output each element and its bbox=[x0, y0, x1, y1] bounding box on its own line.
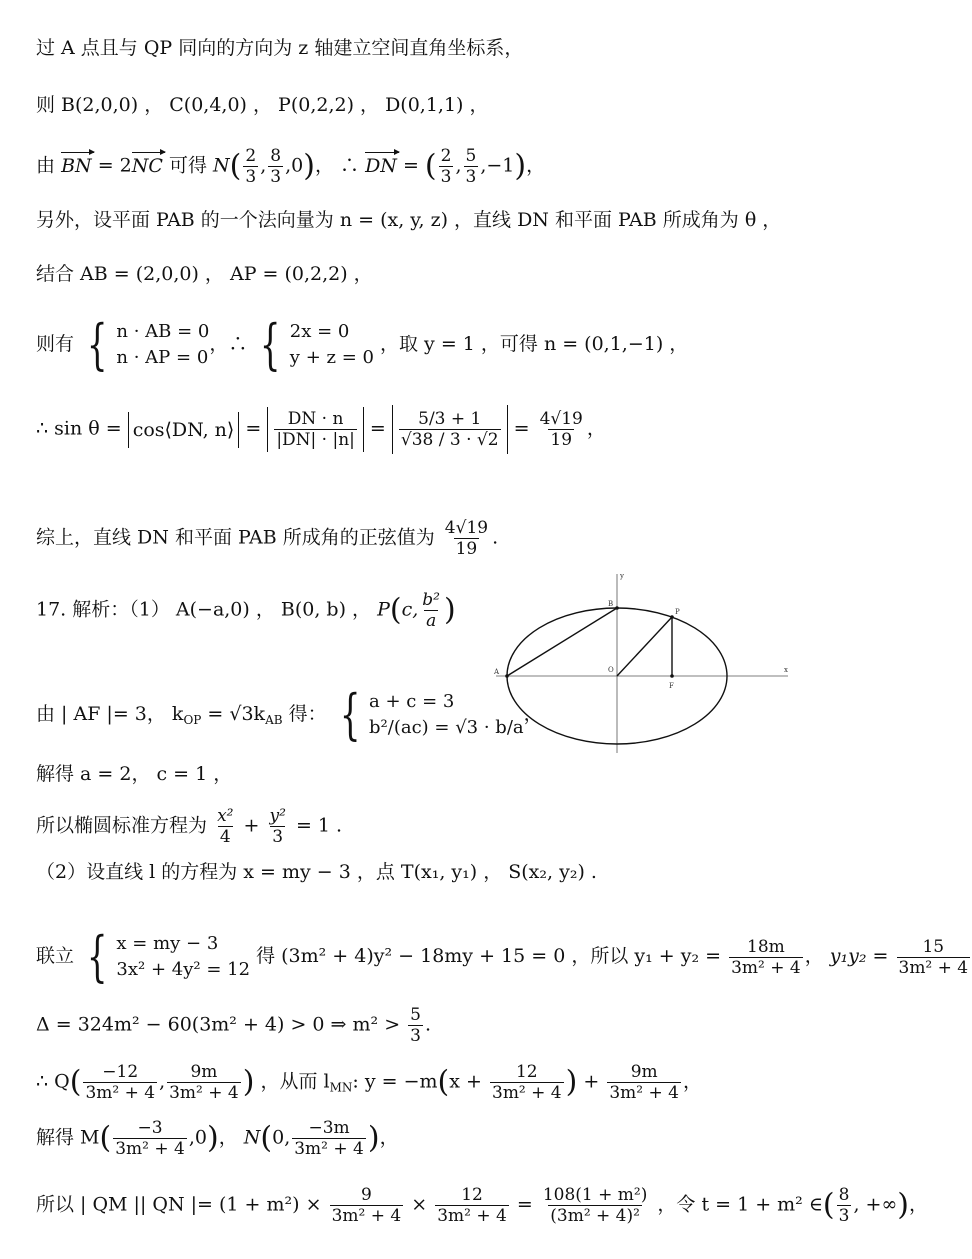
fraction-8-3b: $\frac{8}{3}$ bbox=[838, 1185, 850, 1226]
conclusion-text: 综上，直线 DN 和平面 PAB 所成角的正弦值为 bbox=[36, 526, 435, 549]
quadratic-text: 得 (3m² + 4)y² − 18my + 15 = 0 ，所以 y₁ + y₂ = bbox=[256, 945, 722, 967]
text-line-11 bbox=[36, 762, 232, 786]
text-line-5 bbox=[36, 262, 373, 286]
text-line-18: 所以 | QM || QN |= (1 + m²) × $\frac{9}{\text{3m² + 4}}$ × $\frac{12}{\text{3m² + 4}}$ = $\frac{\text{108(1 + m²)}}{\text{(3m² + 4)²}}$ ，令 t = 1 + m² ∈( $\frac{8}{3}$ , +∞)， bbox=[36, 1185, 929, 1226]
sin-result-fraction: $\frac{4√19}{19}$ bbox=[539, 409, 583, 450]
vector-DN: DN bbox=[365, 154, 397, 177]
normal-vector-text: 另外，设平面 PAB 的一个法向量为 n = (x, y, z) ，直线 DN 和平面 PAB 所成角为 θ ， bbox=[36, 209, 782, 231]
text-line-13 bbox=[36, 860, 597, 884]
text-line-15: Δ = 324m² − 60(3m² + 4) > 0 ⇒ m² > $\frac{5}{3}$ . bbox=[36, 1005, 432, 1046]
therefore-symbol: ∴ bbox=[340, 154, 360, 177]
point-M-label: 解得 M bbox=[36, 1126, 100, 1149]
equals-two: = 2 bbox=[97, 154, 132, 177]
point-P bbox=[670, 615, 674, 619]
product-label: y₁y₂ = bbox=[829, 945, 889, 967]
combine-vectors-text: 结合 AB = (2,0,0) ， AP = (0,2,2) ， bbox=[36, 263, 373, 285]
text-line-17: 解得 M( $\frac{-3}{\text{3m² + 4}}$ ,0)， N(0, $\frac{-3m}{\text{3m² + 4}}$ )， bbox=[36, 1118, 399, 1159]
part-2-header: （2）设直线 l 的方程为 x = my − 3 ，点 T(x₁, y₁) ， S(x₂, y₂) . bbox=[36, 861, 597, 883]
standard-equation-text: 所以椭圆标准方程为 bbox=[36, 814, 208, 837]
fraction-Qy: $\frac{9m}{\text{3m² + 4}}$ bbox=[169, 1062, 239, 1103]
fraction-5-3c: $\frac{5}{3}$ bbox=[410, 1005, 421, 1046]
coordinate-setup-text: 过 A 点且与 QP 同向的方向为 z 轴建立空间直角坐标系， bbox=[36, 37, 524, 59]
equation-system-2: { 2x = 0 y + z = 0 bbox=[260, 313, 374, 376]
fraction-2-3b: $\frac{2}{3}$ bbox=[440, 146, 452, 187]
sin-theta-prefix: ∴ sin θ = bbox=[36, 417, 122, 440]
y-axis-label: y bbox=[620, 572, 624, 580]
text-line-8: 综上，直线 DN 和平面 PAB 所成角的正弦值为 $\frac{4√19}{19}$ . bbox=[36, 518, 499, 559]
fraction-product: $\frac{15}{\text{3m² + 4}}$ bbox=[898, 936, 969, 978]
point-B bbox=[615, 606, 619, 610]
segment-AB bbox=[507, 608, 617, 676]
point-F bbox=[670, 674, 674, 678]
mid-text: 可得 bbox=[168, 154, 207, 177]
solve-ac-text: 解得 a = 2， c = 1 ， bbox=[36, 763, 233, 785]
fraction-12: $\frac{12}{\text{3m² + 4}}$ bbox=[492, 1062, 562, 1103]
normal-result-text: ，取 y = 1 ，可得 n = (0,1,−1) ， bbox=[380, 333, 689, 355]
label-A: A bbox=[494, 668, 500, 676]
text-line-6: 则有 { n · AB = 0 n · AP = 0 ，∴ { 2x = 0 y + z = 0 ，取 y = 1 ，可得 n = (0,1,−1) ， bbox=[36, 313, 689, 376]
substitution-text: ，令 t = 1 + m² ∈ bbox=[657, 1193, 823, 1216]
ellipse-figure bbox=[486, 568, 796, 758]
points-coordinates-text: 则 B(2,0,0) ， C(0,4,0) ， P(0,2,2) ， D(0,1,1) ， bbox=[36, 94, 489, 116]
vector-NC: NC bbox=[131, 154, 163, 177]
text-line-2 bbox=[36, 93, 489, 117]
vector-BN: BN bbox=[61, 154, 92, 177]
condition-text: 由 | AF |= 3， k bbox=[36, 703, 184, 725]
fraction-9-den: $\frac{9}{\text{3m² + 4}}$ bbox=[331, 1185, 402, 1226]
text-line-3: 由 BN = 2NC 可得 N( $\frac{2}{3}$ , $\frac{8}{3}$ ,0)， ∴ DN = ( $\frac{2}{3}$ , $\frac{5}{3}$ ,−1)， bbox=[36, 146, 546, 187]
text-line-7: ∴ sin θ = cos⟨DN, n⟩ = $\frac{DN \cdot n}{|DN| \cdot |n|}$ = $\frac{5/3 + 1}{√38 / 3 \cdot √2}$ = $\frac{4√19}{19}$ ， bbox=[36, 405, 606, 454]
point-P-label: P bbox=[377, 598, 390, 621]
conclusion-fraction: $\frac{4√19}{19}$ bbox=[444, 518, 489, 559]
discriminant-text: Δ = 324m² − 60(3m² + 4) > 0 ⇒ m² > bbox=[36, 1013, 401, 1036]
label-B: B bbox=[608, 600, 614, 608]
abs-numeric-fraction: $\frac{5/3 + 1}{√38 / 3 \cdot √2}$ bbox=[392, 405, 508, 454]
fraction-12-den: $\frac{12}{\text{3m² + 4}}$ bbox=[437, 1185, 507, 1226]
equation-system-3: { a + c = 3 b²/(ac) = √3 · b/a bbox=[339, 683, 524, 746]
abs-dot-fraction: $\frac{DN \cdot n}{|DN| \cdot |n|}$ bbox=[267, 407, 364, 452]
x-axis-label: x bbox=[784, 666, 788, 674]
point-Q-label: ∴ Q bbox=[36, 1070, 70, 1093]
equation-system-4: { x = my − 3 3x² + 4y² = 12 bbox=[86, 925, 251, 988]
point-N-label-2: N bbox=[243, 1126, 261, 1149]
fraction-Qx: $\frac{-12}{\text{3m² + 4}}$ bbox=[85, 1062, 156, 1103]
point-A bbox=[505, 674, 509, 678]
product-QM-QN-text: 所以 | QM || QN |= (1 + m²) × bbox=[36, 1193, 322, 1216]
fraction-2-3: $\frac{2}{3}$ bbox=[245, 146, 257, 187]
label-P: P bbox=[675, 608, 680, 616]
text-line-16: ∴ Q( $\frac{-12}{\text{3m² + 4}}$ , $\frac{9m}{\text{3m² + 4}}$ ) ，从而 $l_{MN}$: y = −m(x + $\frac{12}{\text{3m² + 4}}$ ) + $\frac{9m}{\text{3m² + 4}}$ ， bbox=[36, 1062, 702, 1103]
fraction-8-3: $\frac{8}{3}$ bbox=[270, 146, 282, 187]
combine-prefix: 联立 bbox=[36, 945, 75, 967]
text-line-1 bbox=[36, 36, 523, 60]
abs-cos-expression: cos⟨DN, n⟩ bbox=[128, 412, 240, 448]
text-line-12: 所以椭圆标准方程为 $\frac{\text{x²}}{4}$ + $\frac{\text{y²}}{3}$ = 1 . bbox=[36, 806, 343, 847]
fraction-Ny: $\frac{-3m}{\text{3m² + 4}}$ bbox=[294, 1118, 364, 1159]
text-line-10: 由 | AF |= 3， $k_{OP} = √3k_{AB}$ 得： { a + c = 3 b²/(ac) = √3 · b/a ， bbox=[36, 683, 543, 746]
label-F: F bbox=[669, 682, 674, 690]
text-line-9: 17. 解析：（1） A(−a,0) ， B(0, b) ， P(c, $\frac{\text{b²}}{a}$ ) bbox=[36, 590, 456, 631]
fraction-y2-3: $\frac{\text{y²}}{3}$ bbox=[269, 806, 286, 847]
fraction-Mx: $\frac{-3}{\text{3m² + 4}}$ bbox=[115, 1118, 185, 1159]
text-line-4 bbox=[36, 208, 781, 232]
problem-17-header: 17. 解析：（1） A(−a,0) ， B(0, b) ， bbox=[36, 598, 372, 621]
fraction-sum: $\frac{18m}{\text{3m² + 4}}$ bbox=[731, 936, 801, 978]
fraction-5-3: $\frac{5}{3}$ bbox=[465, 146, 477, 187]
segment-OP bbox=[617, 617, 672, 676]
fraction-9m: $\frac{9m}{\text{3m² + 4}}$ bbox=[609, 1062, 679, 1103]
label-O: O bbox=[608, 666, 614, 674]
point-N-label: N bbox=[213, 154, 230, 177]
prefix-text: 则有 bbox=[36, 333, 75, 355]
equation-system-1: { n · AB = 0 n · AP = 0 bbox=[86, 313, 210, 376]
fraction-x2-4: $\frac{\text{x²}}{4}$ bbox=[217, 806, 234, 847]
prefix-text: 由 bbox=[36, 154, 56, 177]
fraction-108: $\frac{\text{108(1 + m²)}}{\text{(3m² + 4)²}}$ bbox=[542, 1185, 648, 1226]
fraction-b2-a: $\frac{\text{b²}}{a}$ bbox=[422, 590, 440, 631]
text-line-14: 联立 { x = my − 3 3x² + 4y² = 12 得 (3m² + 4)y² − 18my + 15 = 0 ，所以 y₁ + y₂ = $\frac{18m}{\text{3m² + 4}}$ ， y₁y₂ = $\frac{15}{\text{3m² + 4}}$ bbox=[36, 925, 969, 988]
